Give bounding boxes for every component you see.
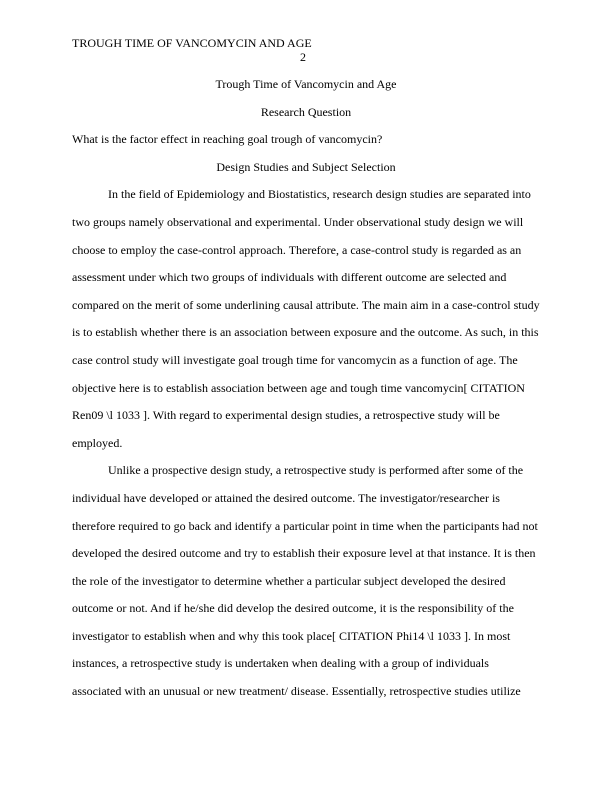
paragraph-line: objective here is to establish association between age and tough time vancomycin[ CITATION bbox=[72, 380, 525, 395]
paragraph-line: is to establish whether there is an association between exposure and the outcome. As such, in this bbox=[72, 325, 539, 340]
paragraph-line: In the field of Epidemiology and Biostatistics, research design studies are separated into bbox=[108, 187, 531, 202]
paragraph-line: the role of the investigator to determine whether a particular subject developed the desired bbox=[72, 573, 506, 588]
paragraph-line: individual have developed or attained the desired outcome. The investigator/researcher is bbox=[72, 490, 500, 505]
paragraph-line: outcome or not. And if he/she did develop the desired outcome, it is the responsibility of the bbox=[72, 601, 514, 616]
paragraph-line: two groups namely observational and experimental. Under observational study design we will bbox=[72, 214, 524, 229]
document-body bbox=[72, 71, 540, 706]
paragraph-line: assessment under which two groups of individuals with different outcome are selected and bbox=[72, 270, 507, 285]
paragraph-line: Unlike a prospective design study, a retrospective study is performed after some of the bbox=[108, 463, 524, 478]
paragraph-line: choose to employ the case-control approach. Therefore, a case-control study is regarded as an bbox=[72, 242, 522, 257]
paragraph-line: employed. bbox=[72, 435, 123, 450]
research-question-heading: Research Question bbox=[260, 104, 352, 119]
paragraph-design-1 bbox=[72, 181, 540, 457]
paragraph-line: investigator to establish when and why this took place[ CITATION Phi14 \l 1033 ]. In most bbox=[72, 628, 511, 643]
paper-title: Trough Time of Vancomycin and Age bbox=[215, 77, 397, 91]
research-question-text: What is the factor effect in reaching goal trough of vancomycin? bbox=[72, 132, 383, 147]
paragraph-line: case control study will investigate goal trough time for vancomycin as a function of age. The bbox=[72, 352, 518, 367]
paragraph-design-2 bbox=[72, 457, 540, 705]
paragraph-line: Ren09 \l 1033 ]. With regard to experimental design studies, a retrospective study will be bbox=[72, 408, 500, 423]
paragraph-line: associated with an unusual or new treatment/ disease. Essentially, retrospective studies utilize bbox=[72, 684, 521, 699]
running-head: TROUGH TIME OF VANCOMYCIN AND AGE bbox=[72, 36, 312, 50]
page-number: 2 bbox=[300, 50, 306, 64]
design-section-heading: Design Studies and Subject Selection bbox=[216, 159, 396, 174]
paragraph-line: therefore required to go back and identify a particular point in time when the participants had not bbox=[72, 518, 538, 533]
paragraph-line: compared on the merit of some underlining causal attribute. The main aim in a case-control study bbox=[72, 297, 540, 312]
paragraph-line: developed the desired outcome and try to establish their exposure level at that instance. It is then bbox=[72, 546, 536, 561]
paragraph-line: instances, a retrospective study is undertaken when dealing with a group of individuals bbox=[72, 656, 489, 671]
